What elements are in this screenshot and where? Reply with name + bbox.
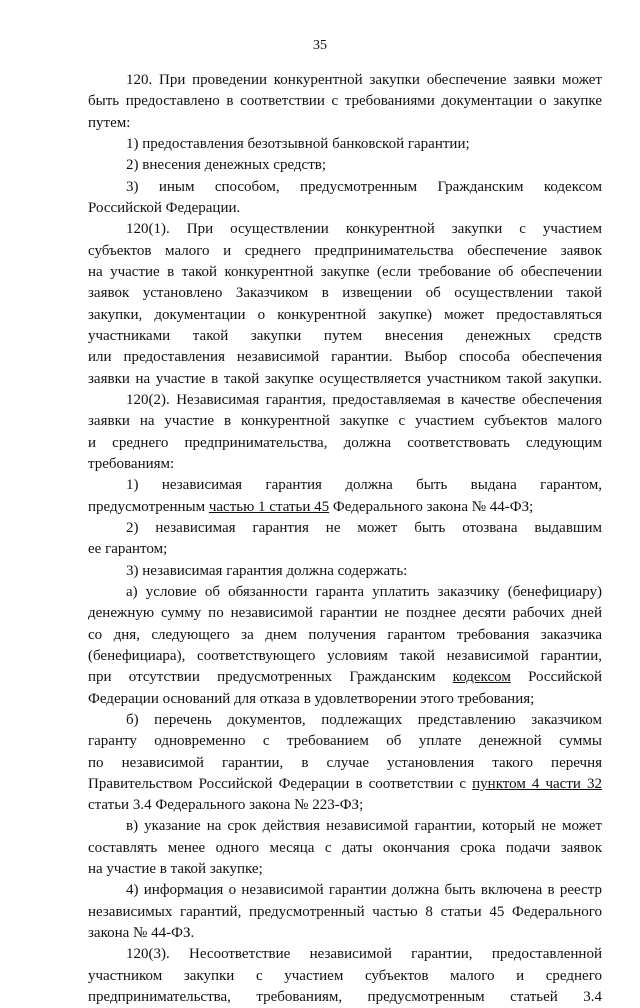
text-line: заявки на участие в такой закупке осуществляется участником такой закупки. bbox=[88, 370, 602, 387]
page-number: 35 bbox=[313, 38, 327, 53]
text-line: закона № 44-ФЗ. bbox=[88, 925, 195, 942]
text-line: 120. При проведении конкурентной закупки обеспечение заявки может bbox=[126, 72, 602, 88]
text-line: составлять менее одного месяца с даты окончания срока подачи заявок bbox=[88, 839, 602, 856]
text-line: б) перечень документов, подлежащих представлению заказчиком bbox=[126, 711, 602, 728]
text-line: 4) информация о независимой гарантии должна быть включена в реестр bbox=[126, 882, 602, 899]
text-line: независимых гарантий, предусмотренный частью 8 статьи 45 Федерального bbox=[88, 903, 602, 920]
text-line: 3) иным способом, предусмотренным Гражданским кодексом bbox=[126, 178, 602, 195]
text-line: денежную сумму по независимой гарантии не позднее десяти рабочих дней bbox=[88, 605, 602, 622]
text-line: участниками такой закупки путем внесения денежных средств bbox=[88, 327, 602, 344]
text-line: заявок установлено Заказчиком в извещении об осуществлении такой bbox=[88, 285, 602, 302]
text-line: (бенефициара), соответствующего условиям такой независимой гарантии, bbox=[88, 647, 602, 664]
text-line: заявки на участие в конкурентной закупке с участием субъектов малого bbox=[88, 413, 602, 430]
text-segment: предусмотренным bbox=[88, 498, 209, 515]
text-line: 120(3). Несоответствие независимой гарантии, предоставленной bbox=[126, 946, 602, 963]
text-line: или предоставления независимой гарантии. Выбор способа обеспечения bbox=[88, 349, 602, 366]
text-line: быть предоставлено в соответствии с требованиями документации о закупке bbox=[88, 93, 602, 110]
document-body bbox=[88, 70, 602, 1008]
text-line: на участие в такой закупке; bbox=[88, 861, 263, 878]
text-line: участником закупки с участием субъектов малого и среднего bbox=[88, 967, 602, 984]
text-line: Российской Федерации. bbox=[88, 199, 241, 216]
law-reference-link[interactable]: пунктом 4 части 32 bbox=[472, 775, 602, 792]
text-line: 120(2). Независимая гарантия, предоставляемая в качестве обеспечения bbox=[126, 391, 602, 408]
text-line: 3) независимая гарантия должна содержать: bbox=[126, 562, 408, 579]
text-line: 120(1). При осуществлении конкурентной закупки с участием bbox=[126, 221, 602, 238]
text-line bbox=[88, 497, 602, 518]
text-line bbox=[88, 667, 602, 688]
text-line: 2) внесения денежных средств; bbox=[126, 157, 326, 174]
text-line: 1) независимая гарантия должна быть выдана гарантом, bbox=[126, 477, 602, 494]
text-line: а) условие об обязанности гаранта уплатить заказчику (бенефициару) bbox=[126, 583, 602, 600]
law-reference-link[interactable]: кодексом bbox=[452, 669, 511, 686]
text-line bbox=[88, 774, 602, 795]
text-segment: Федерального закона № 44-ФЗ; bbox=[329, 498, 534, 515]
text-segment: при отсутствии предусмотренных Гражданским bbox=[88, 669, 453, 686]
text-line: закупки, документации о конкурентной закупке) может предоставляться bbox=[88, 306, 602, 323]
text-line: и среднего предпринимательства, должна соответствовать следующим bbox=[88, 434, 602, 451]
text-line: по независимой гарантии, в случае установления такого перечня bbox=[88, 754, 602, 771]
text-line: на участие в такой конкурентной закупке (если требование об обеспечении bbox=[88, 263, 602, 280]
text-line: путем: bbox=[88, 114, 131, 131]
law-reference-link[interactable]: частью 1 статьи 45 bbox=[208, 498, 330, 515]
text-line: статьи 3.4 Федерального закона № 223-ФЗ; bbox=[88, 797, 364, 814]
text-line: со дня, следующего за днем получения гарантом требования заказчика bbox=[88, 626, 602, 643]
text-line: Федерации оснований для отказа в удовлетворении этого требования; bbox=[88, 690, 535, 707]
text-line: в) указание на срок действия независимой гарантии, который не может bbox=[126, 818, 602, 835]
text-line: 1) предоставления безотзывной банковской гарантии; bbox=[126, 135, 470, 152]
text-segment: Российской bbox=[510, 669, 602, 686]
text-line: субъектов малого и среднего предпринимательства обеспечение заявок bbox=[88, 242, 602, 259]
text-segment: Правительством Российской Федерации в соответствии с bbox=[88, 775, 473, 792]
text-line: гаранту одновременно с требованием об уплате денежной суммы bbox=[88, 733, 602, 750]
text-line: требованиям: bbox=[88, 455, 175, 472]
text-line: предпринимательства, требованиям, предусмотренным статьей 3.4 bbox=[88, 989, 602, 1006]
text-line: ее гарантом; bbox=[88, 541, 168, 558]
text-line: 2) независимая гарантия не может быть отозвана выдавшим bbox=[126, 519, 602, 536]
